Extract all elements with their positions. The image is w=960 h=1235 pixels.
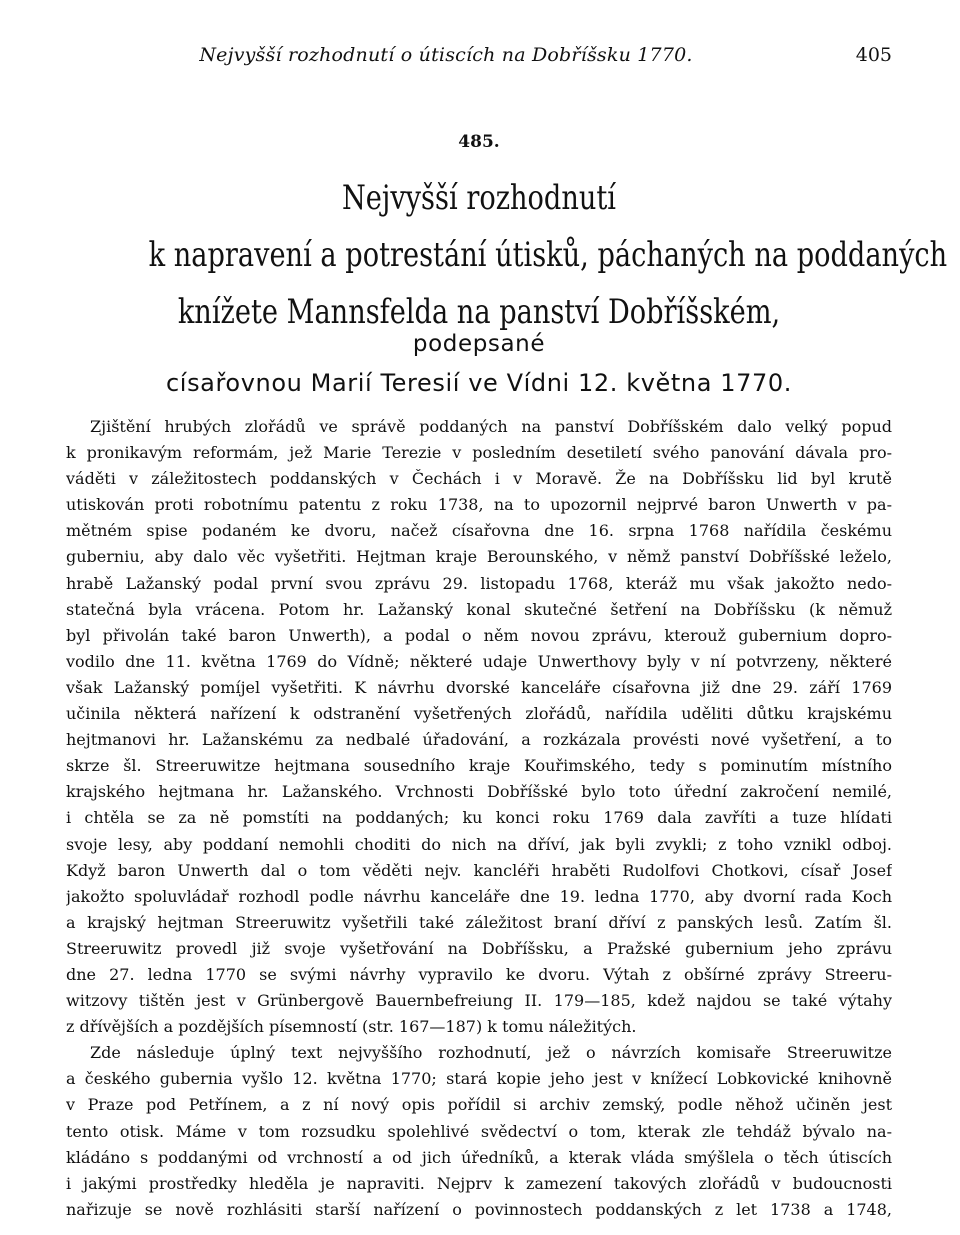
document-title [148, 170, 948, 341]
body-line: k pronikavým reformám, jež Marie Terezie v posledním desetiletí svého panování dávala pro- [66, 443, 892, 463]
signed-label: podepsané [412, 331, 546, 357]
document-title-line: Nejvyšší rozhodnutí [341, 178, 616, 218]
body-line: dne 27. ledna 1770 se svými návrhy vypravilo ke dvoru. Výtah z obšírné zprávy Streeru- [66, 964, 892, 984]
running-header [66, 44, 892, 74]
running-title: Nejvyšší rozhodnutí o útiscích na Dobříšsku 1770. [199, 44, 693, 66]
body-line: statečná byla vrácena. Potom hr. Lažanský konal skutečné šetření na Dobříšsku (k němuž [66, 599, 892, 619]
body-line: i jakými prostředky hleděla je napraviti. Nejprv k zamezení takových zlořádů v budoucnosti [66, 1173, 892, 1193]
body-line: mětném spise podaném ke dvoru, načež císařovna dne 16. srpna 1768 nařídila českému [66, 521, 892, 541]
body-line: witzovy tištěn jest v Grünbergově Bauernbefreiung II. 179—185, kdež najdou se také výtahy [66, 991, 892, 1011]
page-number: 405 [855, 44, 892, 66]
body-line: guberniu, aby dalo věc vyšetřiti. Hejtman kraje Berounského, v němž panství Dobříšské leželo, [66, 547, 892, 567]
body-line: z dřívějších a pozdějších písemností (str. 167—187) k tomu náležitých. [66, 1017, 637, 1037]
body-line: svoje lesy, aby poddaní nemohli choditi do nich na dříví, jak byli zvykli; z toho vznikl odboj. [66, 834, 892, 854]
document-page [66, 0, 948, 1235]
body-line: nařizuje se nově rozhlásiti starší nařízení o povinnostech poddanských z let 1738 a 1748, [66, 1199, 892, 1219]
body-line: hejtmanovi hr. Lažanskému za nedbalé úřadování, a rozkázala provésti nové vyšetření, a to [66, 730, 892, 750]
body-line: Když baron Unwerth dal o tom věděti nejv. kancléři hraběti Rudolfovi Chotkovi, císař Josef [66, 860, 892, 880]
body-line: skrze šl. Streeruwitze hejtmana sousedního kraje Kouřimského, tedy s pominutím místního [66, 756, 892, 776]
body-text [66, 414, 892, 1223]
body-line: v Praze pod Petřínem, a z ní nový opis pořídil si archiv zemský, podle něhož učiněn jest [66, 1095, 892, 1115]
signed-by: císařovnou Marií Teresií ve Vídni 12. května 1770. [166, 369, 792, 397]
body-line: Zde následuje úplný text nejvyššího rozhodnutí, jež o návrzích komisaře Streeruwitze [90, 1043, 892, 1063]
body-line: váděti v záležitostech poddanských v Čechách i v Moravě. Že na Dobříšsku lid byl krutě [66, 469, 892, 489]
body-line: Streeruwitz provedl již svoje vyšetřování na Dobříšsku, a Pražské gubernium jeho zprávu [66, 938, 892, 958]
body-line: a českého gubernia vyšlo 12. května 1770; stará kopie jeho jest v knížecí Lobkovické knihovně [66, 1069, 892, 1089]
body-line: tento otisk. Máme v tom rozsudku spolehlivé svědectví o tom, kterak zle tehdáž bývalo na- [66, 1121, 892, 1141]
body-line: utiskován proti robotnímu patentu z roku 1738, na to upozornil nejprvé baron Unwerth v pa- [66, 495, 892, 515]
body-line: však Lažanský pomíjel vyšetřiti. K návrhu dvorské kanceláře císařovna již dne 29. září 1769 [66, 677, 892, 697]
body-line: byl přivolán také baron Unwerth), a podal o něm novou zprávu, kterouž gubernium dopro- [66, 625, 892, 645]
document-number: 485. [458, 132, 500, 152]
document-title-line: k napravení a potrestání útisků, páchaných na poddaných [148, 235, 948, 275]
body-line: jakožto spoluvládař rozhodl podle návrhu kanceláře dne 19. ledna 1770, aby dvorní rada Koch [66, 886, 892, 906]
body-line: učinila některá nařízení k odstranění vyšetřených zlořádů, nařídila uděliti důtku krajskému [66, 704, 892, 724]
body-line: vodilo dne 11. května 1769 do Vídně; některé udaje Unwerthovy byly v ní potvrzeny, některé [66, 651, 892, 671]
body-line: a krajský hejtman Streeruwitz vyšetřili také záležitost braní dříví z panských lesů. Zatím šl. [66, 912, 892, 932]
body-line: i chtěla se za ně pomstíti na poddaných; ku konci roku 1769 dala zavříti a tuze hlídati [66, 808, 892, 828]
body-line: hrabě Lažanský podal první svou zprávu 29. listopadu 1768, kteráž mu však jakožto nedo- [66, 573, 892, 593]
body-line: kládáno s poddanými od vrchností a od jich úředníků, a kterak vláda smýšlela o těch útiscích [66, 1147, 892, 1167]
body-line: krajského hejtmana hr. Lažanského. Vrchnosti Dobříšské bylo toto úřední zakročení nemilé, [66, 782, 892, 802]
document-title-line: knížete Mannsfelda na panství Dobříšském, [177, 292, 781, 332]
body-line: Zjištění hrubých zlořádů ve správě poddaných na panství Dobříšském dalo velký popud [90, 417, 892, 436]
